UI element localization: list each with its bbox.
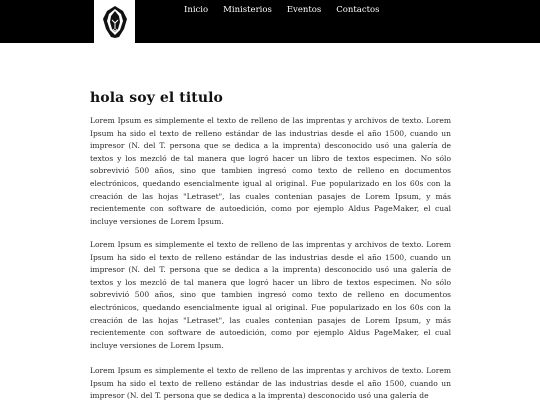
paragraph-1: Lorem Ipsum es simplemente el texto de relleno de las imprentas y archivos de texto. Lorem Ipsum ha sido el texto de relleno estándar de las industrias desde el año 1500, cuando un impresor (N. del T. persona que se dedica a la imprenta) desconocido usó una galería de textos y los mezcló de tal manera que logró hacer un libro de textos especimen. No sólo sobrevivió 500 años, sino que tambien ingresó como texto de relleno en documentos electrónicos, quedando esencialmente igual al original. Fue popularizado en los 60s con la creación de las hojas "Letraset", las cuales contenian pasajes de Lorem Ipsum, y más recientemente con software de autoedición, como por ejemplo Aldus PageMaker, el cual incluye versiones de Lorem Ipsum. bbox=[90, 116, 451, 226]
main-nav bbox=[184, 5, 380, 15]
paragraph-2: Lorem Ipsum es simplemente el texto de relleno de las imprentas y archivos de texto. Lorem Ipsum ha sido el texto de relleno estándar de las industrias desde el año 1500, cuando un impresor (N. del T. persona que se dedica a la imprenta) desconocido usó una galería de textos y los mezcló de tal manera que logró hacer un libro de textos especimen. No sólo sobrevivió 500 años, sino que tambien ingresó como texto de relleno en documentos electrónicos, quedando esencialmente igual al original. Fue popularizado en los 60s con la creación de las hojas "Letraset", las cuales contenian pasajes de Lorem Ipsum, y más recientemente con software de autoedición, como por ejemplo Aldus PageMaker, el cual incluye versiones de Lorem Ipsum. bbox=[90, 240, 451, 350]
logo[interactable] bbox=[94, 0, 135, 43]
paragraph-3: Lorem Ipsum es simplemente el texto de relleno de las imprentas y archivos de texto. Lorem Ipsum ha sido el texto de relleno estándar de las industrias desde el año 1500, cuando un impresor (N. del T. persona que se dedica a la imprenta) desconocido usó una galería de bbox=[90, 366, 451, 401]
top-navbar bbox=[0, 0, 540, 43]
nav-item-contactos[interactable]: Contactos bbox=[336, 5, 380, 15]
main-content bbox=[90, 90, 451, 401]
lion-head-icon bbox=[102, 5, 128, 39]
nav-item-ministerios[interactable]: Ministerios bbox=[223, 5, 272, 15]
page-title: hola soy el titulo bbox=[90, 90, 223, 106]
nav-item-eventos[interactable]: Eventos bbox=[286, 5, 322, 15]
nav-item-inicio[interactable]: Inicio bbox=[184, 5, 209, 15]
